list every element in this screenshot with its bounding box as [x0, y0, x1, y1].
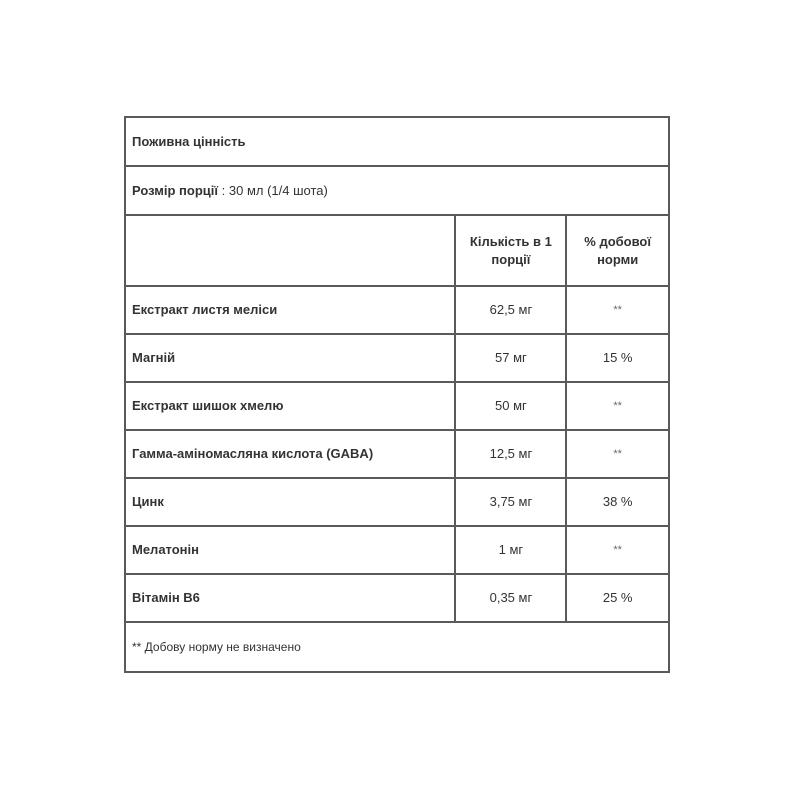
- serving-value: : 30 мл (1/4 шота): [218, 182, 328, 198]
- nutrient-name: Мелатонін: [125, 526, 455, 574]
- nutrient-daily-value: **: [566, 382, 669, 430]
- footnote: ** Добову норму не визначено: [125, 622, 669, 672]
- table-row: [125, 574, 669, 622]
- serving-label: Розмір порції: [132, 182, 219, 198]
- nutrient-daily-value: **: [566, 526, 669, 574]
- nutrient-amount: 0,35 мг: [455, 574, 566, 622]
- nutrient-name: Цинк: [125, 478, 455, 526]
- nutrient-amount: 57 мг: [455, 334, 566, 382]
- nutrient-name: Магній: [125, 334, 455, 382]
- nutrient-daily-value: 15 %: [566, 334, 669, 382]
- header-empty-cell: [125, 215, 455, 286]
- table-title: Поживна цінність: [125, 117, 669, 166]
- nutrient-name: Екстракт шишок хмелю: [125, 382, 455, 430]
- serving-row: [125, 166, 669, 215]
- header-daily-value: % добової норми: [566, 215, 669, 286]
- nutrition-facts-table: [124, 116, 670, 673]
- nutrient-daily-value: 25 %: [566, 574, 669, 622]
- nutrient-daily-value: 38 %: [566, 478, 669, 526]
- column-header-row: [125, 215, 669, 286]
- table-row: [125, 382, 669, 430]
- table-row: [125, 478, 669, 526]
- table-row: [125, 286, 669, 334]
- serving-cell: [125, 166, 669, 215]
- nutrient-name: Екстракт листя меліси: [125, 286, 455, 334]
- header-amount: Кількість в 1 порції: [455, 215, 566, 286]
- table-row: [125, 526, 669, 574]
- nutrient-amount: 12,5 мг: [455, 430, 566, 478]
- nutrient-name: Вітамін В6: [125, 574, 455, 622]
- nutrient-name: Гамма-аміномасляна кислота (GABA): [125, 430, 455, 478]
- title-row: [125, 117, 669, 166]
- table-row: [125, 334, 669, 382]
- nutrient-amount: 62,5 мг: [455, 286, 566, 334]
- nutrient-amount: 1 мг: [455, 526, 566, 574]
- nutrient-amount: 50 мг: [455, 382, 566, 430]
- nutrient-daily-value: **: [566, 430, 669, 478]
- nutrient-amount: 3,75 мг: [455, 478, 566, 526]
- footnote-row: [125, 622, 669, 672]
- nutrient-daily-value: **: [566, 286, 669, 334]
- table-row: [125, 430, 669, 478]
